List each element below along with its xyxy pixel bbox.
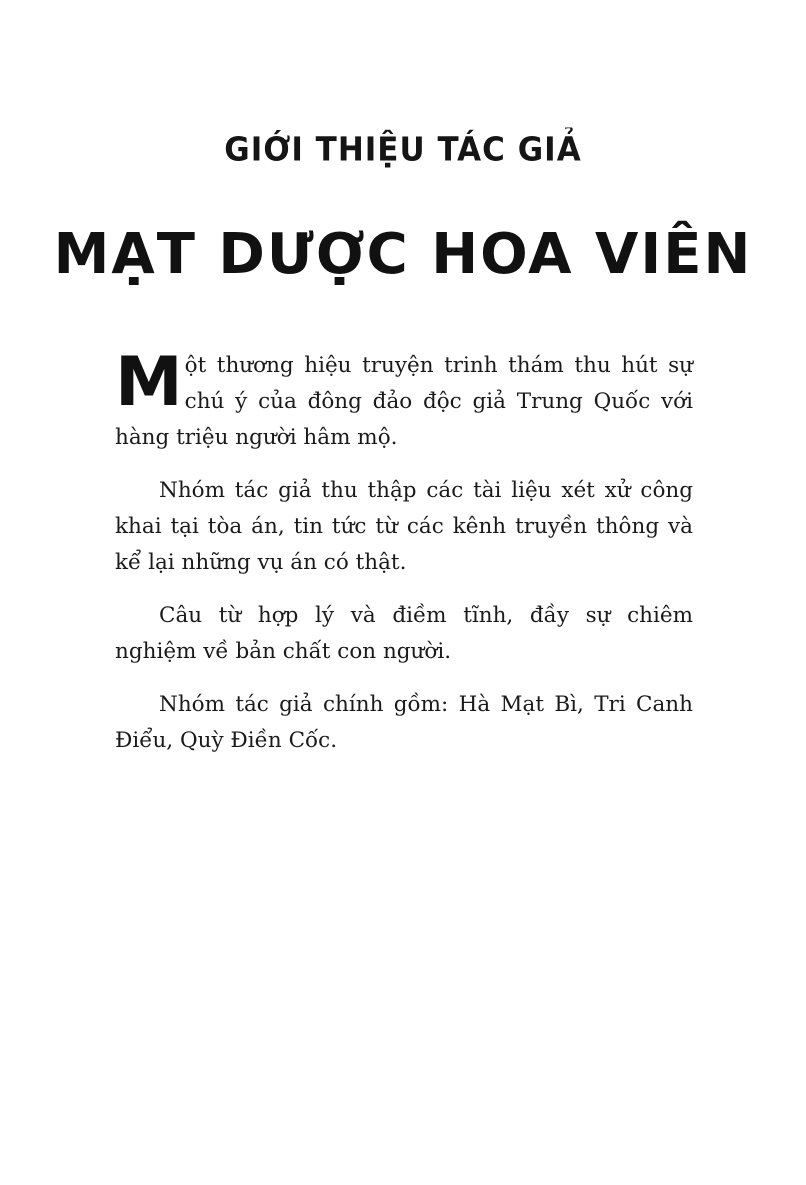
drop-cap-letter: M [115, 343, 183, 422]
author-title: MẠT DƯỢC HOA VIÊN [53, 222, 753, 287]
paragraph-2: Nhóm tác giả thu thập các tài liệu xét xử công khai tại tòa án, tin tức từ các kênh truyền thông và kể lại những vụ án có thật. [115, 478, 693, 575]
paragraph-4: Nhóm tác giả chính gồm: Hà Mạt Bì, Tri Canh Điểu, Quỳ Điền Cốc. [115, 692, 693, 753]
paragraph-1 [115, 343, 693, 456]
paragraph-1-text: ột thương hiệu truyện trinh thám thu hút sự chú ý của đông đảo độc giả Trung Quốc với hàng triệu người hâm mộ. [115, 353, 693, 450]
body-text [115, 343, 693, 776]
paragraph-3: Câu từ hợp lý và điềm tĩnh, đầy sự chiêm nghiệm về bản chất con người. [115, 603, 693, 664]
section-subtitle: GIỚI THIỆU TÁC GIẢ [224, 131, 582, 169]
